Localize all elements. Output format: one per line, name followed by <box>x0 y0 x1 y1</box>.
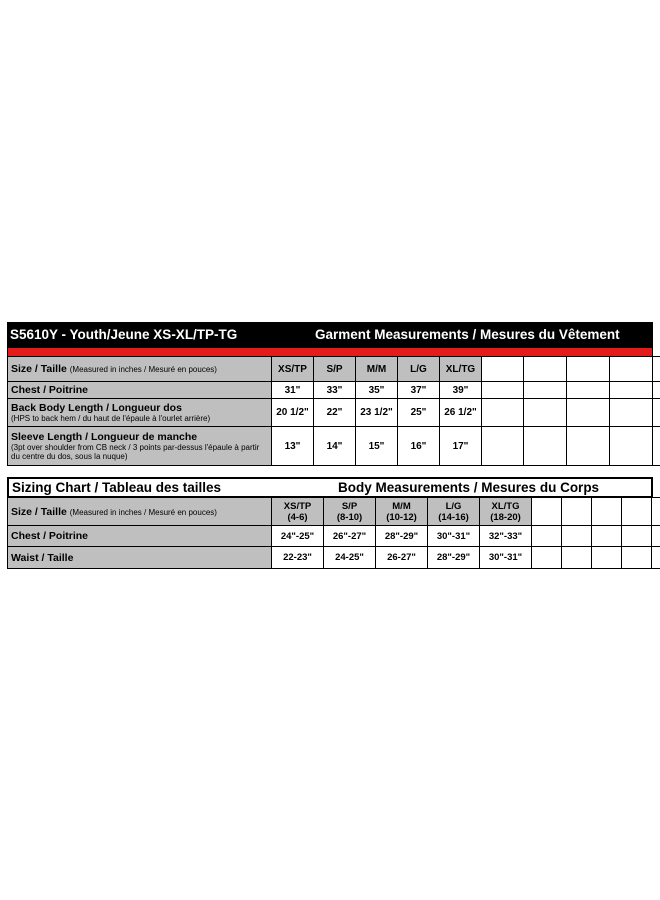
chest-value: 26"-27" <box>324 526 376 547</box>
empty-cell <box>652 526 660 547</box>
empty-cell <box>482 399 524 427</box>
sleeve-length-label-cell: Sleeve Length / Longueur de manche (3pt over shoulder from CB neck / 3 points par-dessus l'épaule à partir du centre du dos, sous la nuque) <box>8 427 272 466</box>
empty-cell <box>592 498 622 526</box>
empty-cell <box>567 382 610 399</box>
size-label-cell: Size / Taille (Measured in inches / Mesuré en pouces) <box>8 498 272 526</box>
table-row <box>8 427 660 466</box>
garment-measurements-section <box>7 322 653 466</box>
empty-cell <box>622 547 652 569</box>
empty-cell <box>524 427 567 466</box>
sleeve-length-value: 14" <box>314 427 356 466</box>
empty-cell <box>482 382 524 399</box>
body-measurements-section <box>7 477 653 569</box>
table-row <box>8 547 660 569</box>
body-header <box>7 477 653 497</box>
empty-cell <box>610 382 653 399</box>
empty-cell <box>562 498 592 526</box>
empty-cell <box>567 357 610 382</box>
chest-value: 37" <box>398 382 440 399</box>
empty-cell <box>524 357 567 382</box>
empty-cell <box>653 357 660 382</box>
body-section-title: Body Measurements / Mesures du Corps <box>338 480 600 495</box>
table-row <box>8 382 660 399</box>
waist-value: 22-23" <box>272 547 324 569</box>
size-label-cell: Size / Taille (Measured in inches / Mesuré en pouces) <box>8 357 272 382</box>
size-value: XL/TG (18-20) <box>480 498 532 526</box>
empty-cell <box>532 526 562 547</box>
size-value: S/P (8-10) <box>324 498 376 526</box>
empty-cell <box>567 399 610 427</box>
chest-value: 24"-25" <box>272 526 324 547</box>
sleeve-length-value: 17" <box>440 427 482 466</box>
chest-label-cell: Chest / Poitrine <box>8 526 272 547</box>
empty-cell <box>532 547 562 569</box>
size-value: XS/TP <box>272 357 314 382</box>
waist-value: 28"-29" <box>428 547 480 569</box>
empty-cell <box>524 399 567 427</box>
empty-cell <box>653 382 660 399</box>
empty-cell <box>653 427 660 466</box>
table-row <box>8 399 660 427</box>
size-value: XL/TG <box>440 357 482 382</box>
empty-cell <box>592 526 622 547</box>
garment-header <box>7 322 653 348</box>
back-length-label-cell: Back Body Length / Longueur dos (HPS to back hem / du haut de l'épaule à l'ourlet arrière) <box>8 399 272 427</box>
back-length-value: 23 1/2" <box>356 399 398 427</box>
waist-label-cell: Waist / Taille <box>8 547 272 569</box>
waist-value: 24-25" <box>324 547 376 569</box>
size-value: S/P <box>314 357 356 382</box>
sleeve-length-value: 16" <box>398 427 440 466</box>
back-length-value: 20 1/2" <box>272 399 314 427</box>
empty-cell <box>652 498 660 526</box>
empty-cell <box>610 399 653 427</box>
empty-cell <box>562 547 592 569</box>
chest-label-cell: Chest / Poitrine <box>8 382 272 399</box>
empty-cell <box>592 547 622 569</box>
sleeve-length-value: 13" <box>272 427 314 466</box>
empty-cell <box>482 427 524 466</box>
chest-value: 39" <box>440 382 482 399</box>
back-length-value: 22" <box>314 399 356 427</box>
empty-cell <box>652 547 660 569</box>
empty-cell <box>567 427 610 466</box>
chest-value: 31" <box>272 382 314 399</box>
chest-value: 32"-33" <box>480 526 532 547</box>
chest-value: 30"-31" <box>428 526 480 547</box>
empty-cell <box>653 399 660 427</box>
body-table <box>7 497 660 569</box>
sleeve-length-value: 15" <box>356 427 398 466</box>
accent-band <box>7 348 653 356</box>
waist-value: 26-27" <box>376 547 428 569</box>
size-value: M/M <box>356 357 398 382</box>
back-length-value: 26 1/2" <box>440 399 482 427</box>
product-title: S5610Y - Youth/Jeune XS-XL/TP-TG <box>10 327 238 342</box>
table-row <box>8 357 660 382</box>
empty-cell <box>622 526 652 547</box>
size-value: L/G <box>398 357 440 382</box>
waist-value: 30"-31" <box>480 547 532 569</box>
empty-cell <box>610 357 653 382</box>
empty-cell <box>622 498 652 526</box>
chest-value: 35" <box>356 382 398 399</box>
garment-table <box>7 356 660 466</box>
table-row <box>8 498 660 526</box>
sizing-chart-title: Sizing Chart / Tableau des tailles <box>12 480 222 495</box>
empty-cell <box>524 382 567 399</box>
garment-section-title: Garment Measurements / Mesures du Vêtement <box>315 327 620 342</box>
empty-cell <box>610 427 653 466</box>
size-value: M/M (10-12) <box>376 498 428 526</box>
chest-value: 28"-29" <box>376 526 428 547</box>
chest-value: 33" <box>314 382 356 399</box>
empty-cell <box>482 357 524 382</box>
empty-cell <box>562 526 592 547</box>
empty-cell <box>532 498 562 526</box>
table-row <box>8 526 660 547</box>
size-value: XS/TP (4-6) <box>272 498 324 526</box>
size-value: L/G (14-16) <box>428 498 480 526</box>
back-length-value: 25" <box>398 399 440 427</box>
